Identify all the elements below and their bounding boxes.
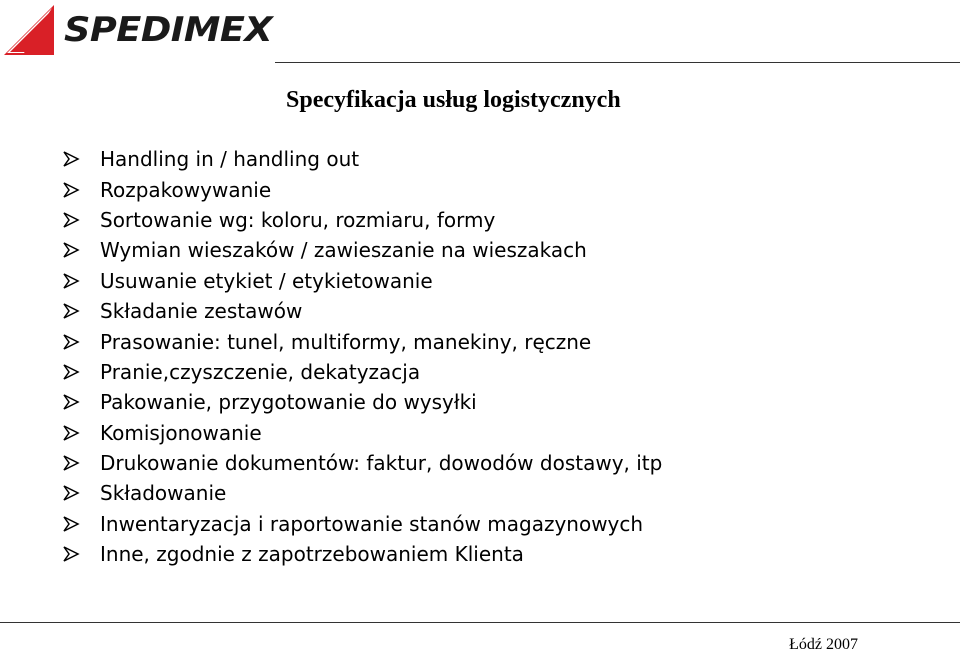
- service-text: Handling in / handling out: [100, 147, 360, 172]
- list-item: [62, 326, 662, 356]
- list-item: [62, 478, 662, 508]
- arrow-bullet-icon: [62, 515, 80, 533]
- arrow-bullet-icon: [62, 211, 80, 229]
- arrow-bullet-icon: [62, 150, 80, 168]
- list-item: [62, 266, 662, 296]
- list-item: [62, 144, 662, 174]
- arrow-bullet-icon: [62, 424, 80, 442]
- arrow-bullet-icon: [62, 241, 80, 259]
- arrow-bullet-icon: [62, 333, 80, 351]
- service-text: Składanie zestawów: [100, 299, 303, 324]
- list-item: [62, 448, 662, 478]
- brand-logo: [4, 4, 273, 56]
- service-text: Inne, zgodnie z zapotrzebowaniem Klienta: [100, 542, 524, 567]
- service-text: Wymian wieszaków / zawieszanie na wieszakach: [100, 238, 587, 263]
- list-item: [62, 235, 662, 265]
- header-divider: [275, 62, 960, 63]
- arrow-bullet-icon: [62, 545, 80, 563]
- service-text: Inwentaryzacja i raportowanie stanów magazynowych: [100, 511, 644, 536]
- service-text: Komisjonowanie: [100, 420, 262, 445]
- service-text: Składowanie: [100, 481, 227, 506]
- list-item: [62, 205, 662, 235]
- service-text: Prasowanie: tunel, multiformy, manekiny, ręczne: [100, 329, 592, 354]
- list-item: [62, 418, 662, 448]
- footer-divider: [0, 622, 960, 623]
- arrow-bullet-icon: [62, 272, 80, 290]
- list-item: [62, 539, 662, 569]
- arrow-bullet-icon: [62, 393, 80, 411]
- list-item: [62, 387, 662, 417]
- arrow-bullet-icon: [62, 363, 80, 381]
- brand-name: SPEDIMEX: [64, 10, 273, 50]
- service-text: Drukowanie dokumentów: faktur, dowodów dostawy, itp: [100, 451, 663, 476]
- arrow-bullet-icon: [62, 454, 80, 472]
- arrow-bullet-icon: [62, 181, 80, 199]
- page-title: Specyfikacja usług logistycznych: [286, 87, 621, 113]
- service-list: [62, 144, 662, 569]
- service-text: Pranie,czyszczenie, dekatyzacja: [100, 359, 421, 384]
- service-text: Pakowanie, przygotowanie do wysyłki: [100, 390, 477, 415]
- list-item: [62, 357, 662, 387]
- arrow-bullet-icon: [62, 302, 80, 320]
- service-text: Sortowanie wg: koloru, rozmiaru, formy: [100, 207, 496, 232]
- service-text: Usuwanie etykiet / etykietowanie: [100, 268, 433, 293]
- spedimex-logo-icon: [4, 5, 54, 55]
- list-item: [62, 509, 662, 539]
- list-item: [62, 296, 662, 326]
- list-item: [62, 174, 662, 204]
- service-text: Rozpakowywanie: [100, 177, 272, 202]
- arrow-bullet-icon: [62, 484, 80, 502]
- footer-place-date: Łódź 2007: [789, 636, 858, 653]
